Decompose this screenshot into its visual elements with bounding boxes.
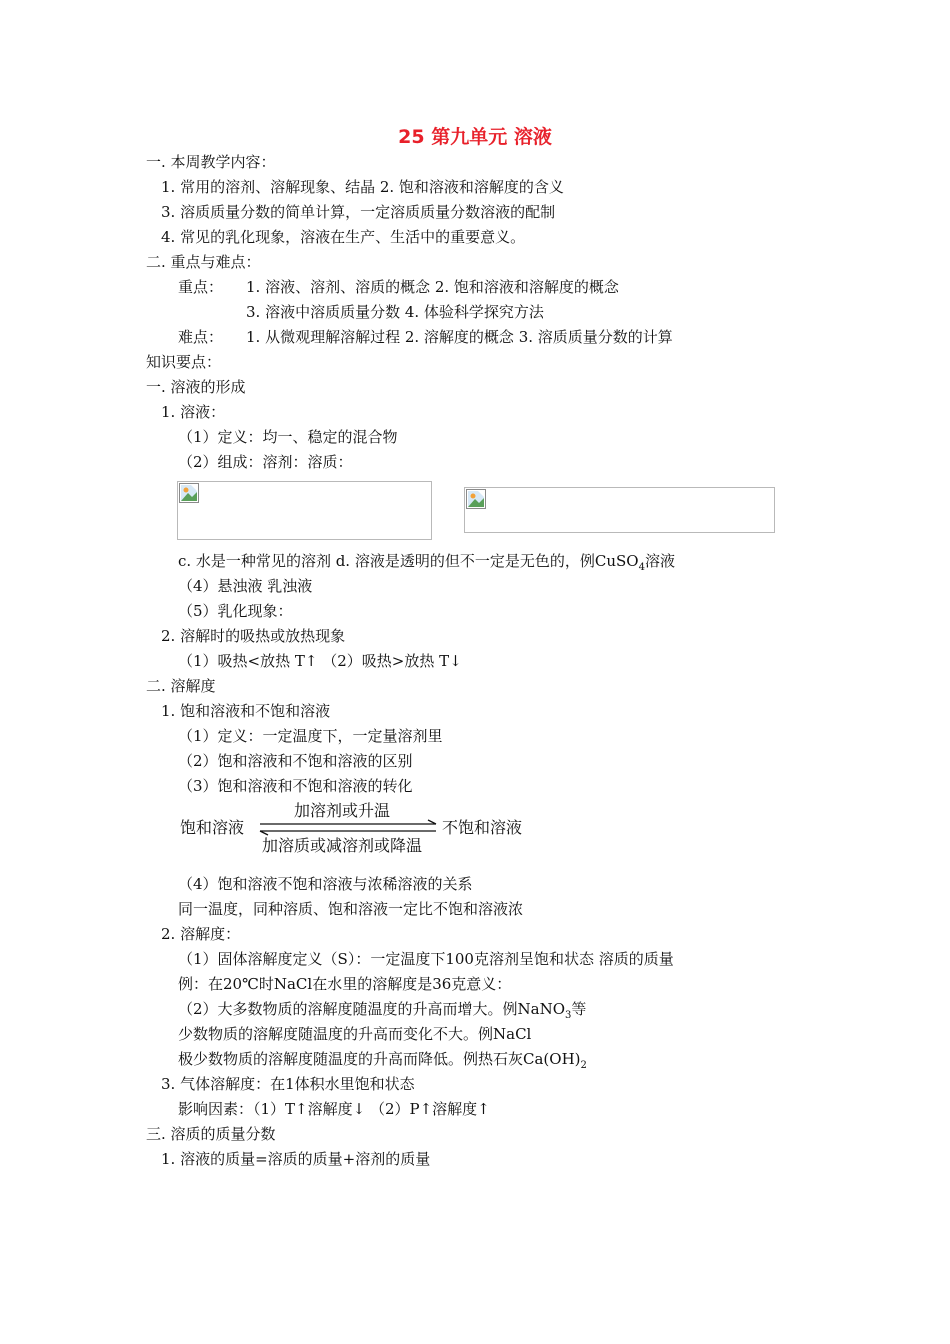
section-heading: 一. 本周教学内容： bbox=[146, 153, 276, 171]
text-line: （2）大多数物质的溶解度随温度的升高而增大。例NaNO$_3$等 bbox=[178, 1000, 587, 1021]
text-line: 3. 溶质质量分数的简单计算，一定溶质质量分数溶液的配制 bbox=[161, 203, 556, 221]
text-line: 影响因素：（1）T↑溶解度↓ （2）P↑溶解度↑ bbox=[178, 1100, 490, 1118]
text-line: c. 水是一种常见的溶剂 d. 溶液是透明的但不一定是无色的，例CuSO$_4$溶液 bbox=[178, 552, 675, 573]
text-line: 同一温度，同种溶质、饱和溶液一定比不饱和溶液浓 bbox=[178, 900, 524, 918]
text-line: （1）定义：均一、稳定的混合物 bbox=[178, 428, 398, 446]
text-line: （1）固体溶解度定义（S）：一定温度下100克溶剂呈饱和状态 溶质的质量 bbox=[178, 950, 674, 968]
section-heading: 二. 溶解度 bbox=[146, 677, 216, 695]
text-line: 少数物质的溶解度随温度的升高而变化不大。例NaCl bbox=[178, 1025, 532, 1043]
text-line: （3）饱和溶液和不饱和溶液的转化 bbox=[178, 777, 413, 795]
text-line: 2. 溶解度： bbox=[161, 925, 241, 943]
text-label: 重点： bbox=[178, 278, 224, 296]
text-line: 1. 从微观理解溶解过程 2. 溶解度的概念 3. 溶质质量分数的计算 bbox=[246, 328, 673, 346]
text-line: 1. 溶液的质量=溶质的质量+溶剂的质量 bbox=[161, 1150, 431, 1168]
broken-image-placeholder bbox=[464, 487, 775, 533]
text-line: （4）悬浊液 乳浊液 bbox=[178, 577, 313, 595]
broken-image-placeholder bbox=[177, 481, 432, 540]
text-line: 4. 常见的乳化现象，溶液在生产、生活中的重要意义。 bbox=[161, 228, 526, 246]
diagram-left-label: 饱和溶液 bbox=[180, 818, 245, 837]
section-heading: 一. 溶液的形成 bbox=[146, 378, 246, 396]
text-line: （1）定义：一定温度下，一定量溶剂里 bbox=[178, 727, 443, 745]
broken-image-icon bbox=[466, 489, 486, 509]
text-line: 3. 气体溶解度：在1体积水里饱和状态 bbox=[161, 1075, 415, 1093]
text-line: 1. 常用的溶剂、溶解现象、结晶 2. 饱和溶液和溶解度的含义 bbox=[161, 178, 564, 196]
text-label: 难点： bbox=[178, 328, 224, 346]
section-heading: 二. 重点与难点： bbox=[146, 253, 261, 271]
text-line: 1. 饱和溶液和不饱和溶液 bbox=[161, 702, 331, 720]
text-line: 3. 溶液中溶质质量分数 4. 体验科学探究方法 bbox=[246, 303, 544, 321]
reversible-arrow-icon bbox=[178, 800, 538, 860]
text-line: 1. 溶液： bbox=[161, 403, 226, 421]
text-line: （5）乳化现象： bbox=[178, 602, 293, 620]
diagram-bottom-label: 加溶质或减溶剂或降温 bbox=[262, 836, 423, 855]
broken-image-icon bbox=[179, 483, 199, 503]
text-line: （2）饱和溶液和不饱和溶液的区别 bbox=[178, 752, 413, 770]
diagram-top-label: 加溶剂或升温 bbox=[294, 801, 391, 820]
text-line: 2. 溶解时的吸热或放热现象 bbox=[161, 627, 346, 645]
section-heading: 三. 溶质的质量分数 bbox=[146, 1125, 276, 1143]
text-line: 1. 溶液、溶剂、溶质的概念 2. 饱和溶液和溶解度的概念 bbox=[246, 278, 619, 296]
conversion-diagram bbox=[178, 800, 538, 860]
text-line: （1）吸热<放热 T↑ （2）吸热>放热 T↓ bbox=[178, 652, 462, 670]
text-line: 极少数物质的溶解度随温度的升高而降低。例热石灰$Ca(OH)_2$ bbox=[178, 1050, 587, 1071]
section-heading: 知识要点： bbox=[146, 353, 222, 371]
page-title: 25 第九单元 溶液 bbox=[398, 126, 552, 148]
text-line: （4）饱和溶液不饱和溶液与浓稀溶液的关系 bbox=[178, 875, 473, 893]
text-line: （2）组成：溶剂：溶质： bbox=[178, 453, 353, 471]
text-line: 例：在20℃时NaCl在水里的溶解度是36克意义： bbox=[178, 975, 512, 993]
diagram-right-label: 不饱和溶液 bbox=[442, 818, 523, 837]
